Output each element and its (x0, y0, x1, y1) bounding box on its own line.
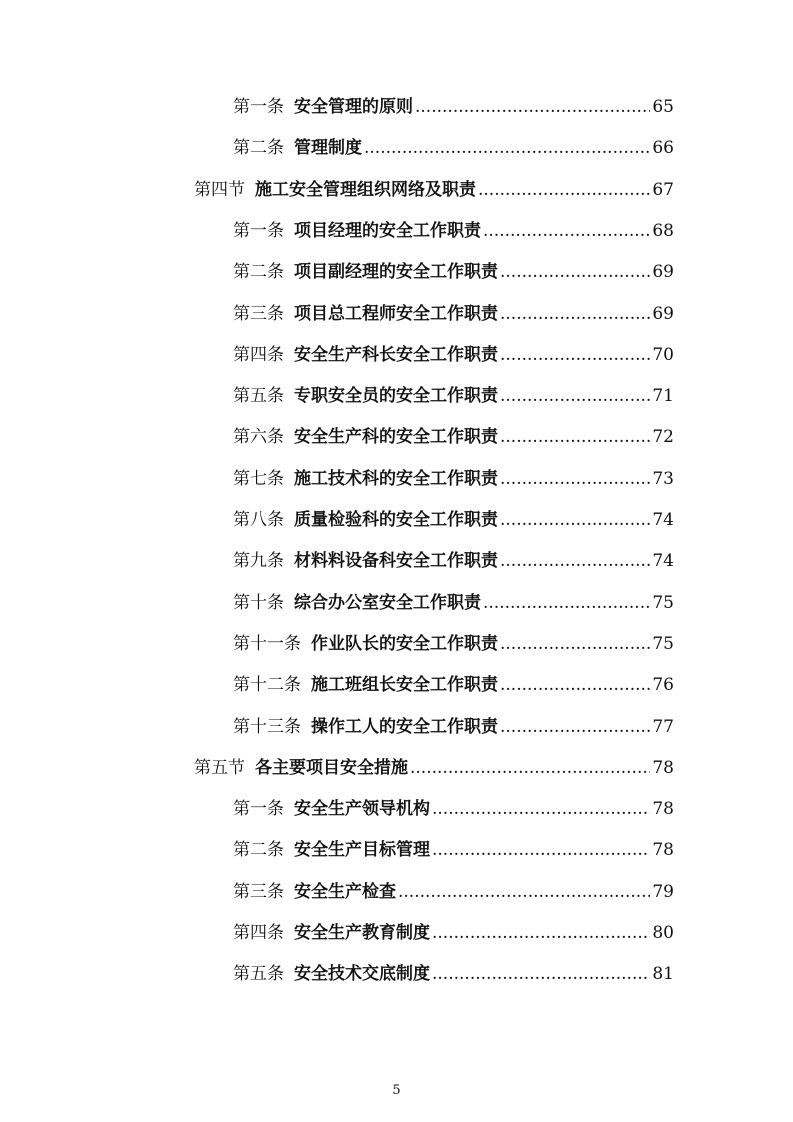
toc-entry-title: 安全生产科的安全工作职责 (294, 427, 498, 448)
toc-article-entry[interactable] (233, 381, 674, 411)
dot-leader (410, 753, 650, 783)
dot-leader (432, 794, 650, 824)
toc-entry-page: 78 (652, 840, 674, 861)
toc-entry-title: 作业队长的安全工作职责 (311, 633, 498, 654)
toc-entry-page: 72 (652, 427, 674, 448)
dot-leader (432, 918, 650, 948)
toc-entry-page: 69 (652, 262, 674, 283)
dot-leader (500, 422, 650, 452)
toc-article-entry[interactable] (233, 422, 674, 452)
toc-entry-number: 第五条 (233, 964, 284, 985)
toc-entry-title: 安全管理的原则 (294, 97, 413, 117)
dot-leader (364, 133, 650, 163)
toc-entry-page: 70 (652, 344, 674, 365)
toc-entry-number: 第一条 (233, 799, 284, 820)
dot-leader (432, 835, 650, 865)
toc-entry-number: 第五条 (233, 386, 284, 407)
toc-article-entry[interactable] (233, 92, 674, 122)
toc-article-entry[interactable] (233, 340, 674, 370)
toc-article-entry[interactable] (233, 133, 674, 163)
toc-entry-title: 操作工人的安全工作职责 (311, 716, 498, 737)
toc-entry-page: 78 (652, 799, 674, 820)
toc-entry-title: 安全生产科长安全工作职责 (294, 344, 498, 365)
dot-leader (500, 712, 650, 742)
toc-entry-number: 第三条 (233, 881, 284, 902)
dot-leader (500, 257, 650, 287)
dot-leader (398, 877, 650, 907)
toc-entry-title: 材料料设备科安全工作职责 (294, 551, 498, 572)
toc-entry-title: 项目经理的安全工作职责 (294, 220, 481, 241)
toc-entry-number: 第四节 (194, 179, 245, 200)
dot-leader (500, 505, 650, 535)
toc-article-entry[interactable] (233, 629, 674, 659)
dot-leader (500, 670, 650, 700)
dot-leader (483, 216, 650, 246)
toc-entry-number: 第一条 (233, 220, 284, 241)
toc-entry-title: 质量检验科的安全工作职责 (294, 510, 498, 530)
toc-entry-number: 第二条 (233, 840, 284, 861)
toc-section-entry[interactable] (194, 753, 674, 783)
toc-entry-number: 第六条 (233, 427, 284, 448)
toc-entry-title: 施工安全管理组织网络及职责 (255, 179, 476, 200)
dot-leader (500, 340, 650, 370)
toc-article-entry[interactable] (233, 959, 674, 989)
toc-entry-page: 71 (652, 386, 674, 407)
toc-entry-number: 第四条 (233, 923, 284, 943)
toc-entry-number: 第十三条 (233, 716, 301, 737)
toc-article-entry[interactable] (233, 835, 674, 865)
toc-article-entry[interactable] (233, 670, 674, 700)
dot-leader (500, 464, 650, 494)
toc-entry-number: 第五节 (194, 757, 245, 778)
toc-entry-page: 73 (652, 468, 674, 489)
toc-entry-title: 项目副经理的安全工作职责 (294, 262, 498, 283)
toc-entry-page: 69 (652, 303, 674, 324)
toc-entry-number: 第九条 (233, 551, 284, 572)
toc-entry-page: 79 (652, 881, 674, 902)
toc-entry-number: 第十二条 (233, 675, 301, 696)
toc-entry-page: 68 (652, 220, 674, 241)
toc-entry-page: 74 (652, 551, 674, 572)
toc-article-entry[interactable] (233, 257, 674, 287)
toc-entry-page: 67 (652, 179, 674, 200)
toc-section-entry[interactable] (194, 175, 674, 205)
toc-entry-number: 第一条 (233, 97, 284, 117)
toc-entry-page: 76 (652, 675, 674, 696)
toc-entry-page: 75 (652, 592, 674, 613)
dot-leader (432, 959, 650, 989)
dot-leader (500, 546, 650, 576)
toc-entry-title: 施工技术科的安全工作职责 (294, 468, 498, 489)
toc-entry-title: 项目总工程师安全工作职责 (294, 303, 498, 324)
toc-article-entry[interactable] (233, 216, 674, 246)
toc-entry-page: 65 (652, 97, 674, 117)
toc-entry-number: 第二条 (233, 138, 284, 159)
toc-entry-page: 75 (652, 633, 674, 654)
toc-entry-title: 专职安全员的安全工作职责 (294, 386, 498, 407)
toc-entry-title: 安全生产检查 (294, 881, 396, 902)
dot-leader (500, 299, 650, 329)
toc-article-entry[interactable] (233, 505, 674, 535)
toc-entry-page: 81 (652, 964, 674, 985)
dot-leader (415, 92, 650, 122)
toc-entry-number: 第三条 (233, 303, 284, 324)
toc-entry-title: 安全生产目标管理 (294, 840, 430, 861)
toc-entry-page: 74 (652, 510, 674, 530)
toc-entry-number: 第四条 (233, 344, 284, 365)
toc-entry-title: 各主要项目安全措施 (255, 757, 408, 778)
dot-leader (478, 175, 650, 205)
toc-article-entry[interactable] (233, 877, 674, 907)
toc-entry-title: 综合办公室安全工作职责 (294, 592, 481, 613)
toc-article-entry[interactable] (233, 464, 674, 494)
toc-entry-page: 78 (652, 757, 674, 778)
toc-entry-page: 66 (652, 138, 674, 159)
toc-entry-number: 第十条 (233, 592, 284, 613)
toc-entry-title: 安全技术交底制度 (294, 964, 430, 985)
toc-entry-page: 80 (652, 923, 674, 943)
toc-entry-number: 第八条 (233, 510, 284, 530)
dot-leader (500, 381, 650, 411)
toc-article-entry[interactable] (233, 712, 674, 742)
dot-leader (500, 629, 650, 659)
toc-entry-title: 安全生产领导机构 (294, 799, 430, 820)
toc-article-entry[interactable] (233, 546, 674, 576)
toc-article-entry[interactable] (233, 794, 674, 824)
dot-leader (483, 588, 650, 618)
toc-entry-number: 第二条 (233, 262, 284, 283)
toc-article-entry[interactable] (233, 588, 674, 618)
toc-entry-number: 第七条 (233, 468, 284, 489)
page-number: 5 (392, 1083, 401, 1098)
toc-article-entry[interactable] (233, 918, 674, 948)
toc-entry-page: 77 (652, 716, 674, 737)
toc-article-entry[interactable] (233, 299, 674, 329)
toc-entry-title: 安全生产教育制度 (294, 923, 430, 943)
toc-entry-title: 施工班组长安全工作职责 (311, 675, 498, 696)
toc-entry-title: 管理制度 (294, 138, 362, 159)
toc-entry-number: 第十一条 (233, 633, 301, 654)
